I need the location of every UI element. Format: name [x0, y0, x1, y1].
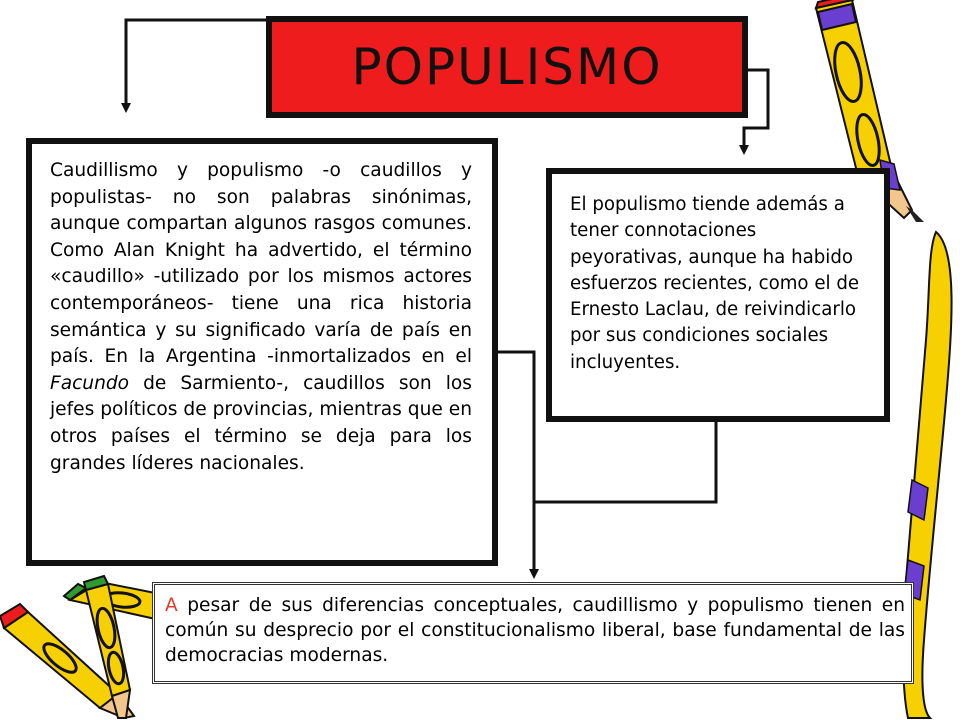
left-paragraph — [50, 158, 472, 477]
bottom-paragraph — [165, 593, 905, 668]
line-right-to-bottom — [534, 422, 716, 502]
bottom-text-box — [152, 582, 914, 684]
left-text-part-1: Caudillismo y populismo -o caudillos y populistas- no son palabras sinónimas, aunque compartan algunos rasgos comunes. Como Alan Knight ha advertido, el término «caudillo» -utilizado por los mismos actores contemporáneos- tiene una rica historia semántica y su significado varía de país en país. En la Argentina -inmortalizados en el — [50, 160, 472, 368]
left-text-box — [26, 138, 498, 566]
right-text-box — [546, 168, 890, 422]
bottom-text: pesar de sus diferencias conceptuales, caudillismo y populismo tienen en común su desprecio por el constitucionalismo liberal, base fundamental de las democracias modernas. — [165, 595, 905, 666]
arrow-left-to-bottom — [498, 352, 534, 574]
left-text-italic: Facundo — [50, 372, 130, 394]
page-title: POPULISMO — [351, 38, 663, 96]
first-letter: A — [165, 595, 178, 616]
right-paragraph: El populismo tiende además a tener connotaciones peyorativas, aunque ha habido esfuerzos recientes, como el de Ernesto Laclau, de reivindicarlo por sus condiciones sociales incluyentes. — [570, 194, 860, 373]
arrow-to-left-box — [126, 20, 266, 108]
title-box — [266, 16, 748, 118]
left-text-part-2: de Sarmiento-, caudillos son los jefes políticos de provincias, mientras que en otros países el término se deja para los grandes líderes nacionales. — [50, 372, 472, 474]
